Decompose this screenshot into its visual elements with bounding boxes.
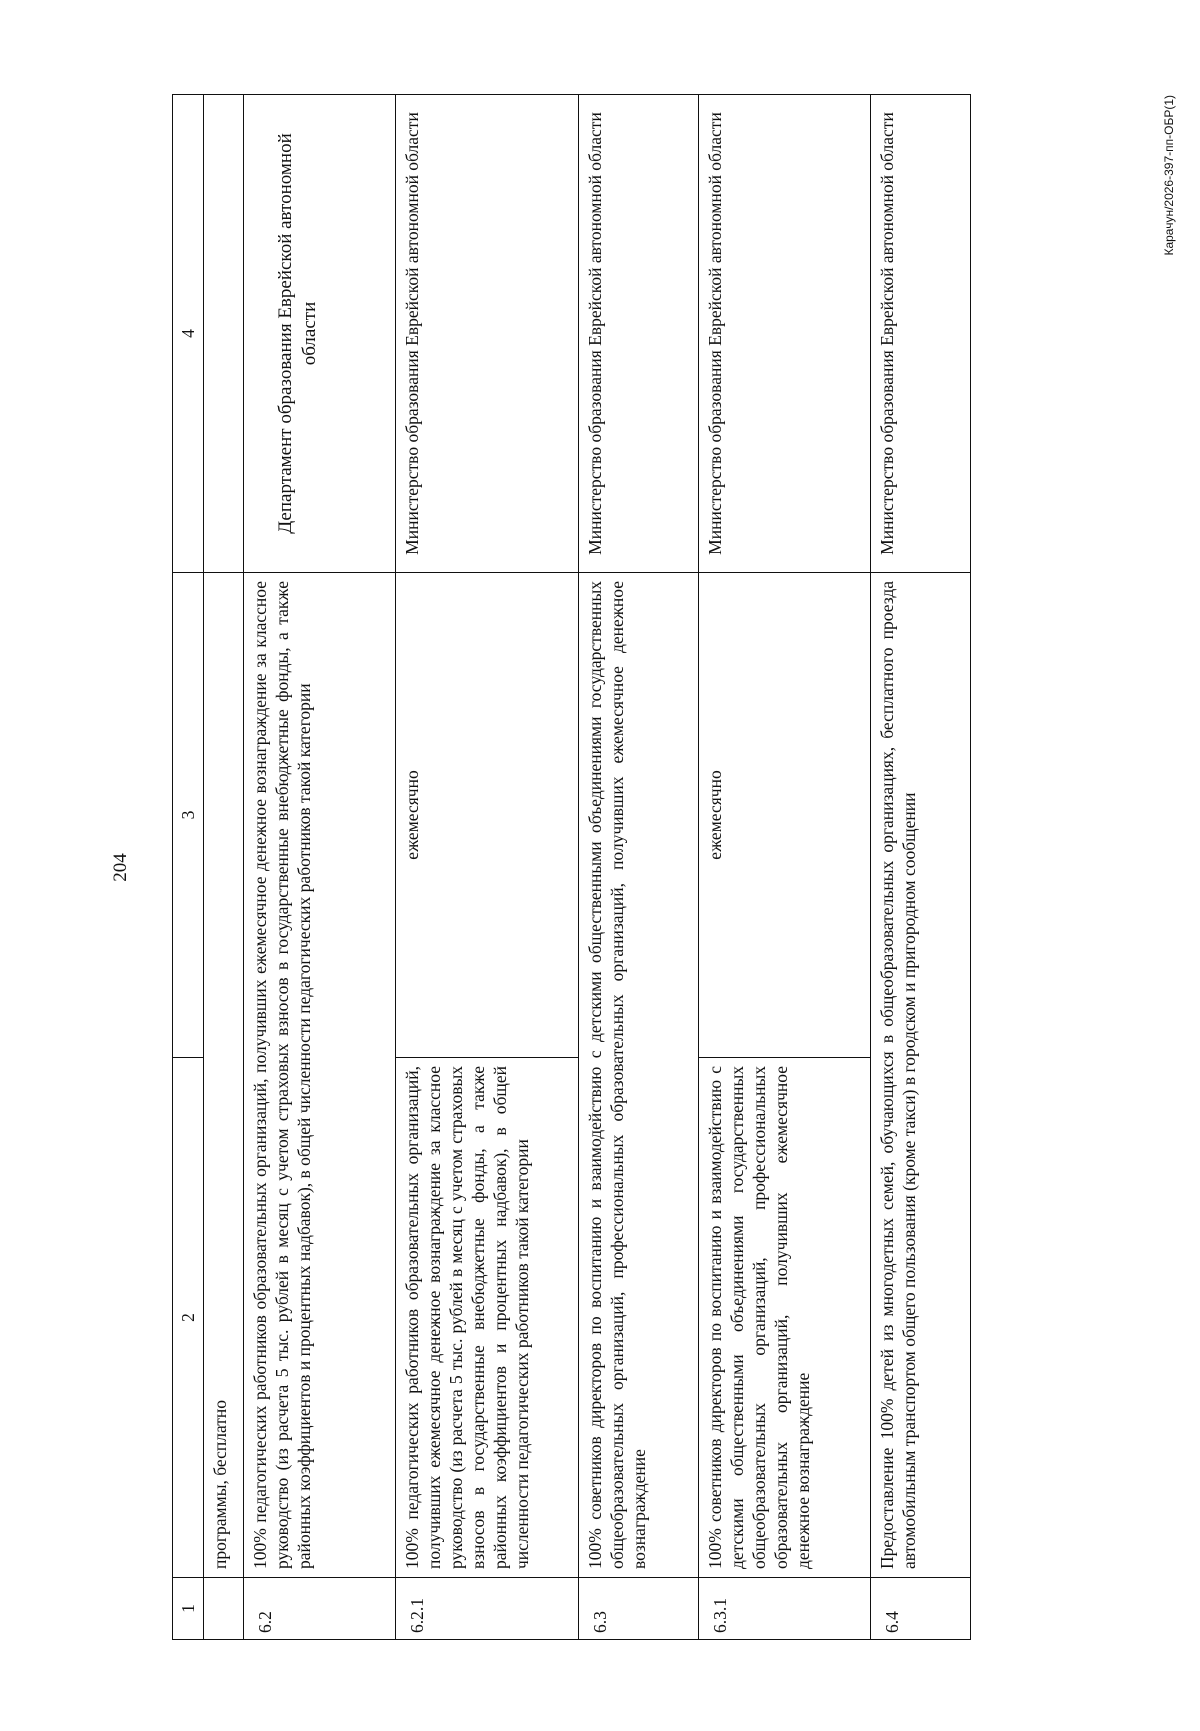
document-footer-code: Карачун/2026-397-пп-ОБР(1) — [1162, 95, 1176, 256]
row-description-cell: 100% педагогических работников образовательных организаций, получивших ежемесячное денежное вознаграждение за классное руководство (из расчета 5 тыс. рублей в месяц с учетом страховых взносов в государственные внебюджетные фонды, а также районных коэффициентов и процентных надбавок), в общей численности педагогических работников такой категории — [244, 573, 396, 1578]
header-cell-1: 1 — [173, 1578, 204, 1640]
row-number-cell: 6.2.1 — [396, 1578, 579, 1640]
table-header-row — [173, 95, 204, 1640]
header-cell-3: 3 — [173, 573, 204, 1058]
table-row-6-3 — [579, 95, 699, 1640]
row-responsible-cell: Министерство образования Еврейской автономной области — [871, 95, 971, 573]
header-cell-2: 2 — [173, 1058, 204, 1578]
row-frequency-cell: ежемесячно — [699, 573, 871, 1058]
row-description-cell: Предоставление 100% детей из многодетных семей, обучающихся в общеобразовательных организациях, бесплатного проезда автомобильным транспортом общего пользования (кроме такси) в городском и пригородном сообщении — [871, 573, 971, 1578]
row-description-cell: программы, бесплатно — [204, 573, 244, 1578]
row-number-cell: 6.2 — [244, 1578, 396, 1640]
row-responsible-cell — [204, 95, 244, 573]
rotated-page — [110, 95, 1176, 1640]
table-row-6-4 — [871, 95, 971, 1640]
header-cell-4: 4 — [173, 95, 204, 573]
row-description-cell: 100% советников директоров по воспитанию и взаимодействию с детскими общественными объединениями государственных общеобразовательных организаций, профессиональных образовательных организаций, получивших ежемесячное денежное вознаграждение — [579, 573, 699, 1578]
row-responsible-cell: Министерство образования Еврейской автономной области — [699, 95, 871, 573]
row-description-cell: 100% советников директоров по воспитанию и взаимодействию с детскими общественными объединениями государственных общеобразовательных организаций, профессиональных образовательных организаций, получивших ежемесячное денежное вознаграждение — [699, 1058, 871, 1578]
table-row-6-2 — [244, 95, 396, 1640]
table-row-6-2-1 — [396, 95, 579, 1640]
table-row-continuation — [204, 95, 244, 1640]
row-frequency-cell: ежемесячно — [396, 573, 579, 1058]
row-number-cell: 6.4 — [871, 1578, 971, 1640]
row-responsible-cell: Министерство образования Еврейской автономной области — [396, 95, 579, 573]
row-number-cell: 6.3.1 — [699, 1578, 871, 1640]
row-responsible-cell: Министерство образования Еврейской автономной области — [579, 95, 699, 573]
table-row-6-3-1 — [699, 95, 871, 1640]
page-number: 204 — [110, 853, 131, 882]
row-number-cell — [204, 1578, 244, 1640]
row-responsible-cell: Департамент образования Еврейской автономной области — [244, 95, 396, 573]
row-number-cell: 6.3 — [579, 1578, 699, 1640]
program-table — [172, 94, 971, 1640]
row-description-cell: 100% педагогических работников образовательных организаций, получивших ежемесячное денежное вознаграждение за классное руководство (из расчета 5 тыс. рублей в месяц с учетом страховых взносов в государственные внебюджетные фонды, а также районных коэффициентов и процентных надбавок), в общей численности педагогических работников такой категории — [396, 1058, 579, 1578]
